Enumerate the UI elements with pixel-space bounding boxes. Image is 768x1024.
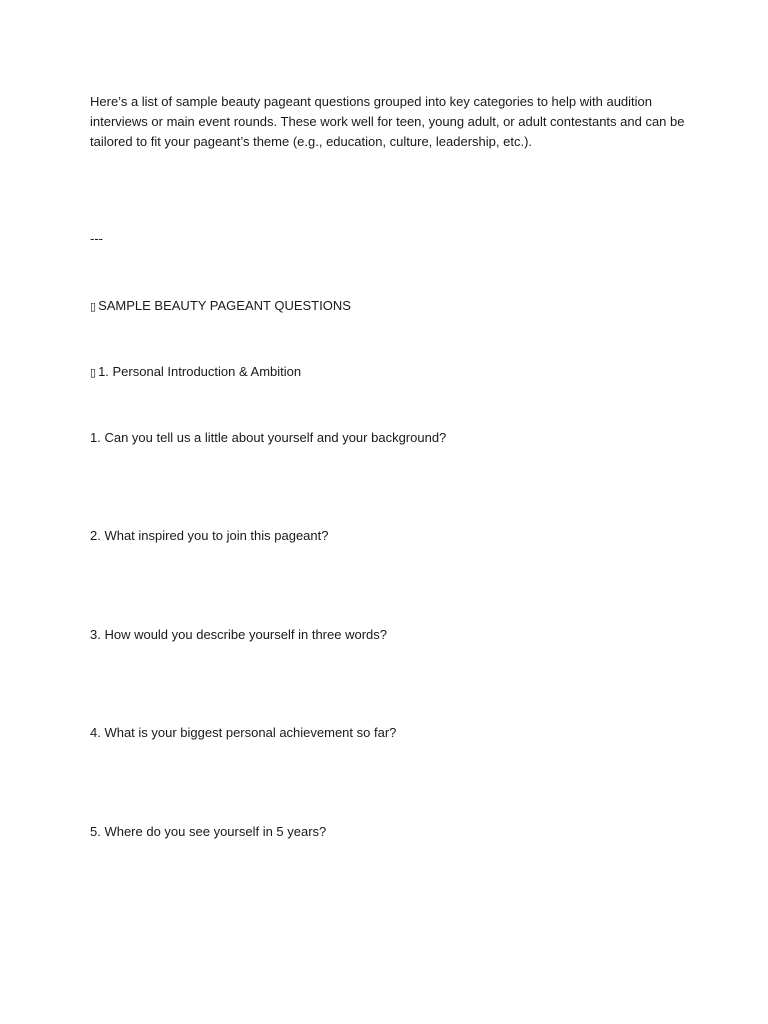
intro-line: Here’s a list of sample beauty pageant questions grouped into key categories to help with audition xyxy=(90,94,653,109)
question-item: 4. What is your biggest personal achievement so far? xyxy=(90,725,397,740)
heading-text: SAMPLE BEAUTY PAGEANT QUESTIONS xyxy=(98,298,351,313)
section-heading xyxy=(90,362,301,383)
question-item: 2. What inspired you to join this pageant? xyxy=(90,528,329,543)
section-heading-text: 1. Personal Introduction & Ambition xyxy=(98,364,302,379)
missing-glyph-icon: ▯ xyxy=(90,300,97,313)
intro-paragraph xyxy=(90,92,690,152)
question-item: 1. Can you tell us a little about yourself and your background? xyxy=(90,430,447,445)
missing-glyph-icon: ▯ xyxy=(90,366,97,379)
question-item: 5. Where do you see yourself in 5 years? xyxy=(90,824,327,839)
intro-line: interviews or main event rounds. These work well for teen, young adult, or adult contestants and can be xyxy=(90,114,685,129)
separator: --- xyxy=(90,231,103,246)
question-item: 3. How would you describe yourself in three words? xyxy=(90,627,387,642)
intro-line: tailored to fit your pageant’s theme (e.g., education, culture, leadership, etc.). xyxy=(90,134,533,149)
document-heading xyxy=(90,296,351,317)
